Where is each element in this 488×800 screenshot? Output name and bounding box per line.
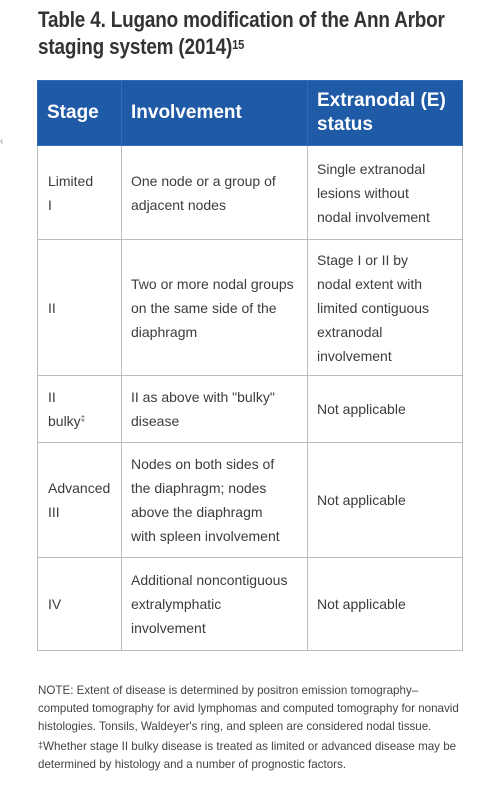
extranodal-cell: Not applicable (308, 443, 463, 558)
table-row (38, 443, 463, 558)
involvement-cell: Two or more nodal groups on the same side of the diaphragm (122, 240, 308, 376)
double-dagger-mark: ‡ (38, 740, 44, 750)
footnote-text (38, 738, 468, 774)
table-title-line-2 (38, 33, 416, 60)
staging-table (37, 80, 463, 651)
column-header-involvement: Involvement (122, 81, 308, 146)
extranodal-cell: Stage I or II by nodal extent with limited contiguous extranodal involvement (308, 240, 463, 376)
table-title-line-1: Table 4. Lugano modification of the Ann Arbor (38, 7, 445, 32)
table-row (38, 146, 463, 240)
extranodal-cell: Not applicable (308, 376, 463, 443)
extranodal-cell: Not applicable (308, 558, 463, 651)
stage-cell: II (38, 240, 122, 376)
table-row (38, 558, 463, 651)
table-title-line-2-text: staging system (2014) (38, 34, 233, 59)
involvement-cell: Nodes on both sides of the diaphragm; nodes above the diaphragm with spleen involvement (122, 443, 308, 558)
margin-mark: ‹ (0, 136, 4, 147)
footnote-body: Whether stage II bulky disease is treated as limited or advanced disease may be determined by histology and a number of prognostic factors. (38, 740, 457, 771)
double-dagger-mark: ‡ (80, 414, 86, 423)
involvement-cell: Additional noncontiguous extralymphatic involvement (122, 558, 308, 651)
note-text: NOTE: Extent of disease is determined by positron emission tomography–computed tomography for avid lymphomas and computed tomography for nonavid histologies. Tonsils, Waldeyer's ring, and spleen are considered nodal tissue. (38, 684, 459, 733)
stage-cell: IV (38, 558, 122, 651)
stage-label: II bulky (48, 389, 81, 429)
involvement-cell: II as above with "bulky" disease (122, 376, 308, 443)
column-header-stage: Stage (38, 81, 122, 146)
table-title (38, 6, 445, 60)
involvement-cell: One node or a group of adjacent nodes (122, 146, 308, 240)
table-header-row (38, 81, 463, 146)
stage-cell: Advanced III (38, 443, 122, 558)
stage-cell (38, 376, 122, 443)
reference-superscript: 15 (232, 37, 245, 52)
column-header-extranodal-status: Extranodal (E) status (308, 81, 463, 146)
table-notes (38, 682, 468, 776)
extranodal-cell: Single extranodal lesions without nodal involvement (308, 146, 463, 240)
stage-cell: Limited I (38, 146, 122, 240)
table-row (38, 376, 463, 443)
table-row (38, 240, 463, 376)
